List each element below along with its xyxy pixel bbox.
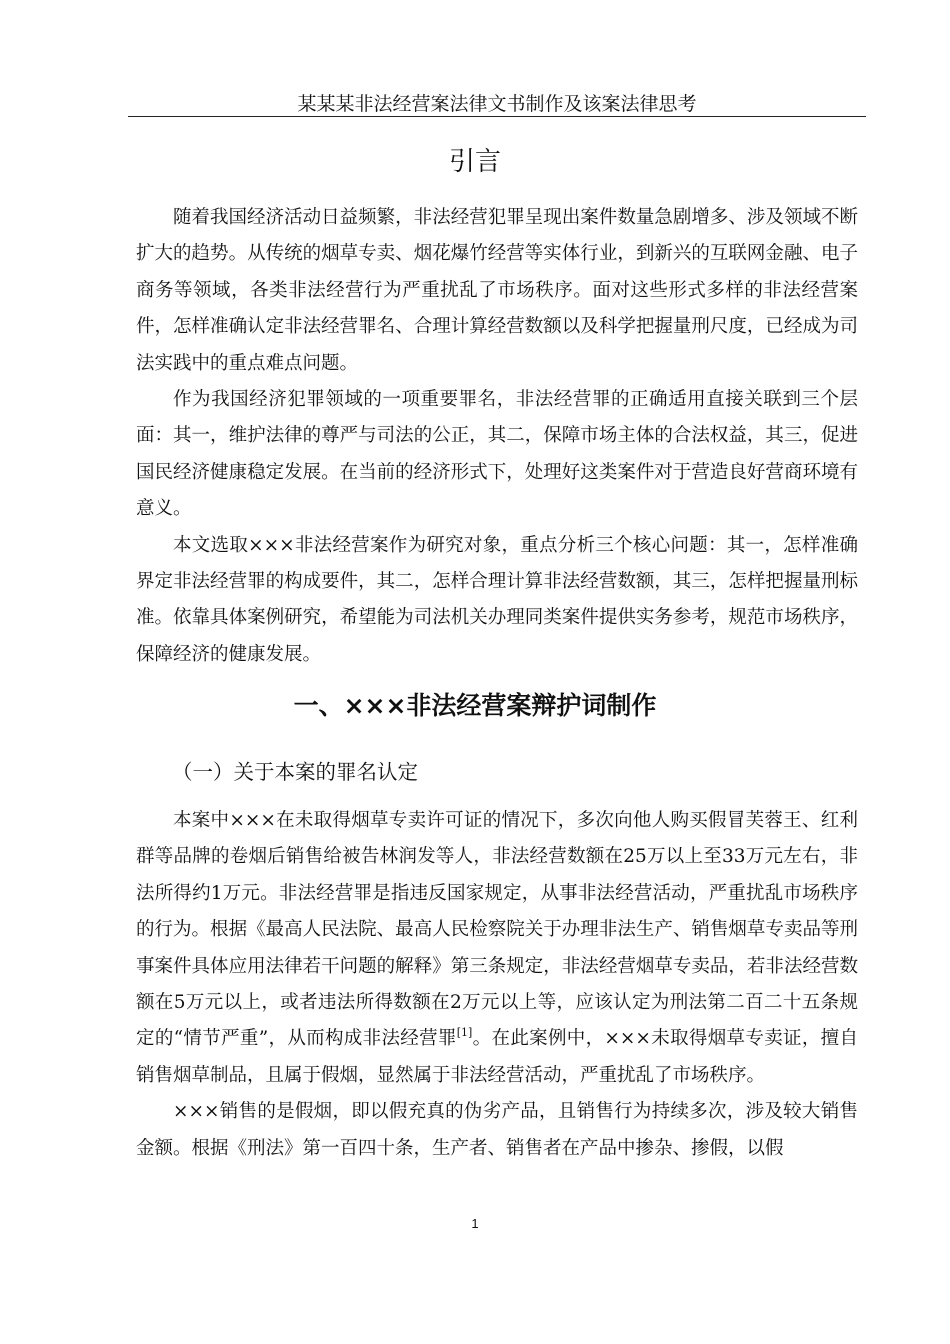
- section-1-paragraph-2: ×××销售的是假烟，即以假充真的伪劣产品，且销售行为持续多次，涉及较大销售金额。根据《刑法》第一百四十条，生产者、销售者在产品中掺杂、掺假，以假: [136, 1101, 858, 1159]
- header-rule: [128, 116, 866, 117]
- intro-paragraph-3: 本文选取×××非法经营案作为研究对象，重点分析三个核心问题：其一，怎样准确界定非法经营罪的构成要件，其二，怎样合理计算非法经营数额，其三，怎样把握量刑标准。依靠具体案例研究，希望能为司法机关办理同类案件提供实务参考，规范市场秩序，保障经济的健康发展。: [136, 534, 858, 665]
- intro-paragraph-1: 随着我国经济活动日益频繁，非法经营犯罪呈现出案件数量急剧增多、涉及领域不断扩大的趋势。从传统的烟草专卖、烟花爆竹经营等实体行业，到新兴的互联网金融、电子商务等领域，各类非法经营行为严重扰乱了市场秩序。面对这些形式多样的非法经营案件，怎样准确认定非法经营罪名、合理计算经营数额以及科学把握量刑尺度，已经成为司法实践中的重点难点问题。: [136, 207, 858, 374]
- intro-body: [136, 200, 858, 673]
- intro-paragraph-2: 作为我国经济犯罪领域的一项重要罪名，非法经营罪的正确适用直接关联到三个层面：其一，维护法律的尊严与司法的公正，其二，保障市场主体的合法权益，其三，促进国民经济健康稳定发展。在当前的经济形式下，处理好这类案件对于营造良好营商环境有意义。: [136, 389, 858, 520]
- section-1-paragraph-1: [136, 803, 858, 1094]
- citation-ref[interactable]: [1]: [456, 1026, 473, 1040]
- section-1-heading: 一、×××非法经营案辩护词制作: [293, 691, 657, 720]
- page-number: 1: [471, 1216, 479, 1231]
- paragraph-text-cont: 。在此案例中，×××未取得烟草专卖证，擅自销售烟草制品，且属于假烟，显然属于非法经营活动，严重扰乱了市场秩序。: [136, 1028, 858, 1086]
- paragraph-text: 本案中×××在未取得烟草专卖许可证的情况下，多次向他人购买假冒芙蓉王、红利群等品牌的卷烟后销售给被告林润发等人，非法经营数额在25万以上至33万元左右，非法所得约1万元。非法经营罪是指违反国家规定，从事非法经营活动，严重扰乱市场秩序的行为。根据《最高人民法院、最高人民检察院关于办理非法生产、销售烟草专卖品等刑事案件具体应用法律若干问题的解释》第三条规定，非法经营烟草专卖品，若非法经营数额在5万元以上，或者违法所得数额在2万元以上等，应该认定为刑法第二百二十五条规定的“情节严重”，从而构成非法经营罪: [136, 810, 858, 1050]
- subsection-1-heading: （一）关于本案的罪名认定: [172, 760, 418, 784]
- running-header: 某某某非法经营案法律文书制作及该案法律思考: [297, 93, 697, 115]
- intro-heading: 引言: [448, 147, 501, 177]
- section-1-body: [136, 803, 858, 1167]
